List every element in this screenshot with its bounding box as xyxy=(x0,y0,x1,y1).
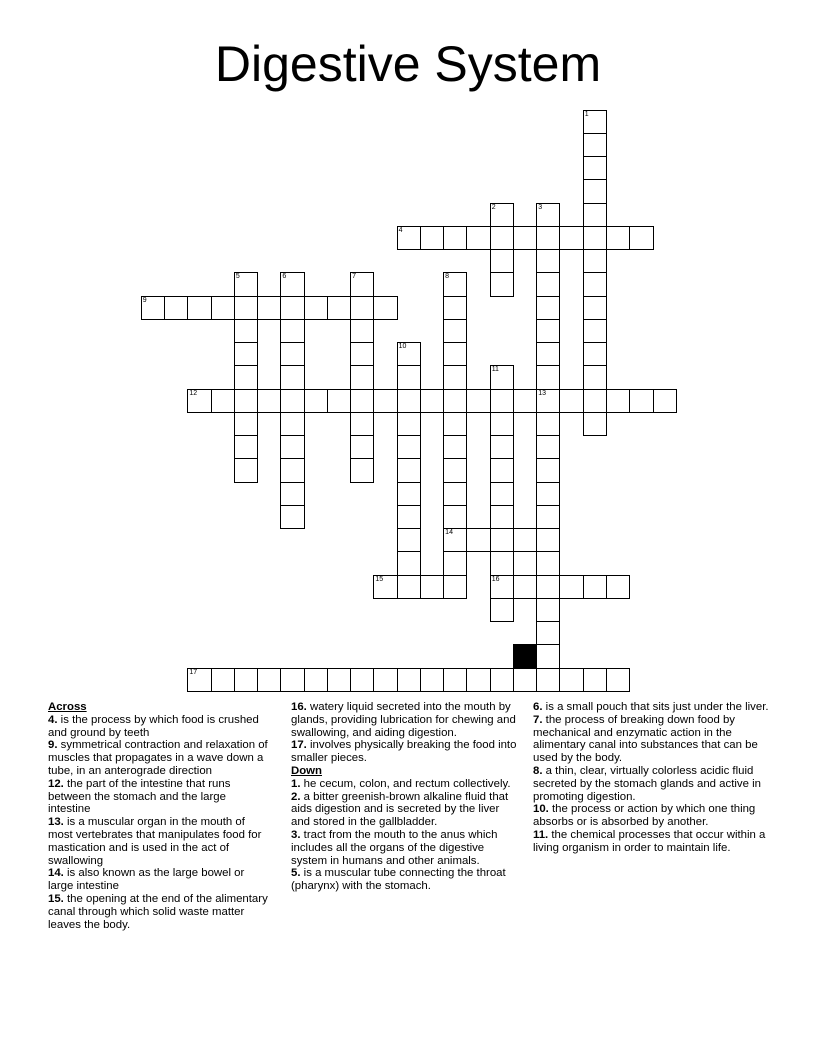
grid-cell[interactable] xyxy=(466,668,490,692)
grid-cell[interactable] xyxy=(280,319,304,343)
grid-cell[interactable] xyxy=(559,575,583,599)
grid-cell[interactable] xyxy=(513,226,537,250)
cell-number: 14 xyxy=(445,529,453,537)
grid-cell[interactable] xyxy=(257,296,281,320)
grid-cell[interactable] xyxy=(141,296,165,320)
grid-cell[interactable] xyxy=(350,668,374,692)
clue-item xyxy=(291,791,519,829)
clue-text: the part of the intestine that runs between the stomach and the large intestine xyxy=(48,777,231,816)
grid-cell[interactable] xyxy=(211,668,235,692)
grid-cell[interactable] xyxy=(536,482,560,506)
grid-cell[interactable] xyxy=(536,272,560,296)
grid-cell[interactable] xyxy=(327,296,351,320)
grid-cell[interactable] xyxy=(350,272,374,296)
grid-cell[interactable] xyxy=(490,668,514,692)
cell-number: 3 xyxy=(538,203,543,211)
grid-cell[interactable] xyxy=(350,458,374,482)
grid-cell[interactable] xyxy=(280,389,304,413)
cell-number: 5 xyxy=(235,273,240,281)
grid-cell[interactable] xyxy=(583,668,607,692)
grid-cell[interactable] xyxy=(443,482,467,506)
grid-cell[interactable] xyxy=(559,389,583,413)
grid-cell[interactable] xyxy=(583,296,607,320)
clue-number: 12. xyxy=(48,777,64,790)
clue-text: watery liquid secreted into the mouth by glands, providing lubrication for chewing and swallowing, and aiding digestion. xyxy=(291,701,516,739)
cell-number: 1 xyxy=(584,110,589,118)
black-cell xyxy=(513,644,537,668)
grid-cell[interactable] xyxy=(490,389,514,413)
grid-cell[interactable] xyxy=(513,389,537,413)
grid-cell[interactable] xyxy=(583,342,607,366)
clue-item xyxy=(533,803,769,829)
grid-cell[interactable] xyxy=(397,365,421,389)
clue-text: a thin, clear, virtually colorless acidic fluid secreted by the stomach glands and active in promoting digestion. xyxy=(533,764,761,803)
grid-cell[interactable] xyxy=(397,226,421,250)
grid-cell[interactable] xyxy=(443,528,467,552)
clue-text: the process of breaking down food by mechanical and enzymatic action in the alimentary canal into substances that can be used by the body. xyxy=(533,713,758,765)
clue-number: 5. xyxy=(291,867,301,880)
clue-text: he cecum, colon, and rectum collectively. xyxy=(303,777,511,790)
clue-number: 14. xyxy=(48,867,64,880)
grid-cell[interactable] xyxy=(234,296,258,320)
grid-cell[interactable] xyxy=(280,668,304,692)
grid-cell[interactable] xyxy=(443,458,467,482)
grid-cell[interactable] xyxy=(420,226,444,250)
clue-item xyxy=(48,893,270,931)
clue-text: a bitter greenish-brown alkaline fluid that aids digestion and is secreted by the liver and stored in the gallbladder. xyxy=(291,790,509,829)
grid-cell[interactable] xyxy=(490,551,514,575)
grid-cell[interactable] xyxy=(257,389,281,413)
grid-cell[interactable] xyxy=(257,668,281,692)
grid-cell[interactable] xyxy=(373,389,397,413)
cell-number: 11 xyxy=(491,366,499,374)
cell-number: 4 xyxy=(398,226,403,234)
grid-cell[interactable] xyxy=(583,272,607,296)
grid-cell[interactable] xyxy=(490,575,514,599)
cell-number: 13 xyxy=(538,389,547,397)
grid-cell[interactable] xyxy=(397,412,421,436)
grid-cell[interactable] xyxy=(443,505,467,529)
clue-text: the chemical processes that occur within a living organism in order to maintain life. xyxy=(533,828,766,854)
grid-cell[interactable] xyxy=(187,389,211,413)
grid-cell[interactable] xyxy=(536,528,560,552)
grid-cell[interactable] xyxy=(536,203,560,227)
grid-cell[interactable] xyxy=(397,435,421,459)
grid-cell[interactable] xyxy=(234,319,258,343)
cell-number: 12 xyxy=(189,389,198,397)
grid-cell[interactable] xyxy=(443,389,467,413)
cell-number: 8 xyxy=(445,273,450,281)
grid-cell[interactable] xyxy=(536,319,560,343)
grid-cell[interactable] xyxy=(490,249,514,273)
grid-cell[interactable] xyxy=(443,365,467,389)
clue-number: 7. xyxy=(533,713,543,726)
grid-cell[interactable] xyxy=(536,644,560,668)
grid-cell[interactable] xyxy=(490,203,514,227)
grid-cell[interactable] xyxy=(536,435,560,459)
grid-cell[interactable] xyxy=(350,319,374,343)
grid-cell[interactable] xyxy=(443,319,467,343)
grid-cell[interactable] xyxy=(397,551,421,575)
grid-cell[interactable] xyxy=(397,528,421,552)
clue-number: 3. xyxy=(291,828,301,841)
grid-cell[interactable] xyxy=(327,389,351,413)
grid-cell[interactable] xyxy=(187,296,211,320)
grid-cell[interactable] xyxy=(466,389,490,413)
clue-number: 13. xyxy=(48,816,64,829)
grid-cell[interactable] xyxy=(606,575,630,599)
grid-cell[interactable] xyxy=(583,575,607,599)
grid-cell[interactable] xyxy=(373,668,397,692)
grid-cell[interactable] xyxy=(443,575,467,599)
grid-cell[interactable] xyxy=(513,528,537,552)
grid-cell[interactable] xyxy=(559,226,583,250)
clue-item xyxy=(48,867,270,893)
grid-cell[interactable] xyxy=(466,226,490,250)
clues-column-3 xyxy=(533,701,769,855)
grid-cell[interactable] xyxy=(304,296,328,320)
grid-cell[interactable] xyxy=(397,342,421,366)
grid-cell[interactable] xyxy=(536,226,560,250)
grid-cell[interactable] xyxy=(234,342,258,366)
grid-cell[interactable] xyxy=(280,342,304,366)
grid-cell[interactable] xyxy=(280,272,304,296)
grid-cell[interactable] xyxy=(490,226,514,250)
clue-item xyxy=(291,867,519,893)
grid-cell[interactable] xyxy=(443,412,467,436)
cell-number: 16 xyxy=(491,575,500,583)
grid-cell[interactable] xyxy=(234,389,258,413)
cell-number: 10 xyxy=(398,343,407,351)
grid-cell[interactable] xyxy=(350,296,374,320)
grid-cell[interactable] xyxy=(280,482,304,506)
clue-text: is a muscular tube connecting the throat (pharynx) with the stomach. xyxy=(291,867,506,893)
clue-item xyxy=(533,714,769,765)
grid-cell[interactable] xyxy=(606,226,630,250)
clue-number: 16. xyxy=(291,701,307,713)
grid-cell[interactable] xyxy=(583,156,607,180)
grid-cell[interactable] xyxy=(350,435,374,459)
clue-number: 11. xyxy=(533,828,549,841)
clue-text: the opening at the end of the alimentary canal through which solid waste matter leaves the body. xyxy=(48,892,268,931)
grid-cell[interactable] xyxy=(443,296,467,320)
clue-number: 17. xyxy=(291,739,307,752)
grid-cell[interactable] xyxy=(583,249,607,273)
grid-cell[interactable] xyxy=(583,319,607,343)
grid-cell[interactable] xyxy=(234,272,258,296)
grid-cell[interactable] xyxy=(536,296,560,320)
grid-cell[interactable] xyxy=(350,342,374,366)
grid-cell[interactable] xyxy=(490,505,514,529)
grid-cell[interactable] xyxy=(373,575,397,599)
clue-number: 8. xyxy=(533,764,543,777)
grid-cell[interactable] xyxy=(280,435,304,459)
clue-number: 4. xyxy=(48,713,58,726)
grid-cell[interactable] xyxy=(490,528,514,552)
clue-text: tract from the mouth to the anus which includes all the organs of the digestive system in humans and other animals. xyxy=(291,828,498,867)
grid-cell[interactable] xyxy=(536,342,560,366)
cell-number: 7 xyxy=(352,273,357,281)
grid-cell[interactable] xyxy=(536,365,560,389)
grid-cell[interactable] xyxy=(420,668,444,692)
grid-cell[interactable] xyxy=(490,458,514,482)
grid-cell[interactable] xyxy=(443,435,467,459)
grid-cell[interactable] xyxy=(606,668,630,692)
grid-cell[interactable] xyxy=(397,389,421,413)
grid-cell[interactable] xyxy=(583,133,607,157)
grid-cell[interactable] xyxy=(234,458,258,482)
grid-cell[interactable] xyxy=(280,505,304,529)
clue-text: symmetrical contraction and relaxation of muscles that propagates in a wave down a tube, in an anterograde direction xyxy=(48,739,268,777)
clue-item xyxy=(533,701,769,714)
grid-cell[interactable] xyxy=(280,365,304,389)
grid-cell[interactable] xyxy=(536,575,560,599)
across-heading: Across xyxy=(48,701,87,713)
grid-cell[interactable] xyxy=(536,505,560,529)
grid-cell[interactable] xyxy=(280,296,304,320)
grid-cell[interactable] xyxy=(350,412,374,436)
grid-cell[interactable] xyxy=(583,365,607,389)
grid-cell[interactable] xyxy=(490,598,514,622)
grid-cell[interactable] xyxy=(536,668,560,692)
clue-item xyxy=(48,739,270,777)
grid-cell[interactable] xyxy=(536,551,560,575)
grid-cell[interactable] xyxy=(443,551,467,575)
grid-cell[interactable] xyxy=(420,575,444,599)
grid-cell[interactable] xyxy=(490,365,514,389)
clue-item xyxy=(48,816,270,867)
clue-text: involves physically breaking the food into smaller pieces. xyxy=(291,739,517,765)
grid-cell[interactable] xyxy=(234,412,258,436)
puzzle-title: Digestive System xyxy=(214,36,602,92)
grid-cell[interactable] xyxy=(583,226,607,250)
grid-cell[interactable] xyxy=(443,272,467,296)
grid-cell[interactable] xyxy=(443,668,467,692)
down-heading: Down xyxy=(291,764,323,777)
clue-item xyxy=(48,714,270,740)
grid-cell[interactable] xyxy=(513,668,537,692)
grid-cell[interactable] xyxy=(397,575,421,599)
grid-cell[interactable] xyxy=(536,249,560,273)
clue-item xyxy=(291,778,519,791)
clue-text: is a muscular organ in the mouth of most vertebrates that manipulates food for mastication and is used in the act of swallowing xyxy=(48,816,262,867)
clue-item xyxy=(533,765,769,803)
grid-cell[interactable] xyxy=(466,528,490,552)
grid-cell[interactable] xyxy=(536,621,560,645)
clue-number: 9. xyxy=(48,739,58,752)
grid-cell[interactable] xyxy=(536,458,560,482)
grid-cell[interactable] xyxy=(629,226,653,250)
grid-cell[interactable] xyxy=(513,575,537,599)
clue-item xyxy=(533,829,769,855)
grid-cell[interactable] xyxy=(606,389,630,413)
clue-text: the process or action by which one thing absorbs or is absorbed by another. xyxy=(533,803,756,829)
grid-cell[interactable] xyxy=(304,389,328,413)
clues-column-2 xyxy=(291,701,519,893)
grid-cell[interactable] xyxy=(490,272,514,296)
grid-cell[interactable] xyxy=(211,389,235,413)
cell-number: 2 xyxy=(491,203,496,211)
clue-item xyxy=(291,829,519,867)
grid-cell[interactable] xyxy=(280,458,304,482)
grid-cell[interactable] xyxy=(350,365,374,389)
clue-text: is a small pouch that sits just under the liver. xyxy=(545,701,769,713)
grid-cell[interactable] xyxy=(234,435,258,459)
grid-cell[interactable] xyxy=(187,668,211,692)
grid-cell[interactable] xyxy=(583,179,607,203)
grid-cell[interactable] xyxy=(536,389,560,413)
grid-cell[interactable] xyxy=(280,412,304,436)
clue-number: 2. xyxy=(291,790,301,803)
grid-cell[interactable] xyxy=(304,668,328,692)
grid-cell[interactable] xyxy=(583,389,607,413)
clues-column-1 xyxy=(48,701,270,931)
grid-cell[interactable] xyxy=(629,389,653,413)
clue-number: 6. xyxy=(533,701,543,713)
grid-cell[interactable] xyxy=(583,110,607,134)
grid-cell[interactable] xyxy=(350,389,374,413)
grid-cell[interactable] xyxy=(536,598,560,622)
grid-cell[interactable] xyxy=(559,668,583,692)
grid-cell[interactable] xyxy=(397,668,421,692)
grid-cell[interactable] xyxy=(397,482,421,506)
clue-text: is the process by which food is crushed and ground by teeth xyxy=(48,713,259,739)
grid-cell[interactable] xyxy=(234,668,258,692)
clue-number: 1. xyxy=(291,777,301,790)
grid-cell[interactable] xyxy=(536,412,560,436)
grid-cell[interactable] xyxy=(397,505,421,529)
cell-number: 15 xyxy=(375,575,384,583)
grid-cell[interactable] xyxy=(490,482,514,506)
cell-number: 9 xyxy=(142,296,147,304)
clue-item xyxy=(291,701,519,739)
clue-number: 10. xyxy=(533,803,549,816)
grid-cell[interactable] xyxy=(490,412,514,436)
grid-cell[interactable] xyxy=(583,203,607,227)
grid-cell[interactable] xyxy=(211,296,235,320)
clue-item xyxy=(291,739,519,765)
grid-cell[interactable] xyxy=(443,342,467,366)
clue-text: is also known as the large bowel or large intestine xyxy=(48,867,245,893)
cell-number: 6 xyxy=(282,273,287,281)
grid-cell[interactable] xyxy=(327,668,351,692)
clue-item xyxy=(48,778,270,816)
grid-cell[interactable] xyxy=(420,389,444,413)
grid-cell[interactable] xyxy=(397,458,421,482)
grid-cell[interactable] xyxy=(583,412,607,436)
grid-cell[interactable] xyxy=(653,389,677,413)
grid-cell[interactable] xyxy=(443,226,467,250)
cell-number: 17 xyxy=(189,668,198,676)
grid-cell[interactable] xyxy=(373,296,397,320)
clue-number: 15. xyxy=(48,892,64,905)
grid-cell[interactable] xyxy=(490,435,514,459)
grid-cell[interactable] xyxy=(164,296,188,320)
grid-cell[interactable] xyxy=(234,365,258,389)
